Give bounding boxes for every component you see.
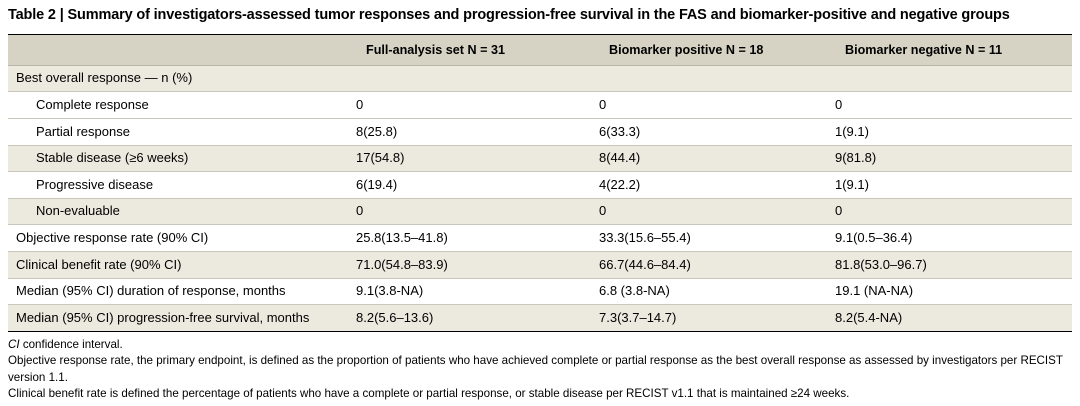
row-value-col1: 17(54.8) — [356, 145, 599, 172]
row-label: Median (95% CI) progression-free survival, months — [8, 305, 356, 332]
row-value-col3: 0 — [835, 198, 1072, 225]
table-row — [8, 252, 1072, 279]
header-col1-n: N = 31 — [467, 42, 505, 57]
header-cell-biomarker-negative — [835, 34, 1072, 65]
row-value-col3: 1(9.1) — [835, 119, 1072, 146]
row-value-col1: 0 — [356, 198, 599, 225]
row-value-col1: 71.0(54.8–83.9) — [356, 252, 599, 279]
row-label: Progressive disease — [8, 172, 356, 199]
row-value-col2: 0 — [599, 92, 835, 119]
row-label: Partial response — [8, 119, 356, 146]
header-col2-n: N = 18 — [725, 42, 764, 57]
row-value-col2: 0 — [599, 198, 835, 225]
row-value-col2: 7.3(3.7–14.7) — [599, 305, 835, 332]
row-label: Clinical benefit rate (90% CI) — [8, 252, 356, 279]
header-col3-name: Biomarker negative — [845, 42, 962, 57]
table-row — [8, 305, 1072, 332]
row-value-col1: 9.1(3.8-NA) — [356, 278, 599, 305]
footnote-abbrev-text: confidence interval. — [19, 337, 123, 351]
header-col2-name: Biomarker positive — [609, 42, 723, 57]
row-value-col3: 8.2(5.4-NA) — [835, 305, 1072, 332]
row-label: Stable disease (≥6 weeks) — [8, 145, 356, 172]
header-col3-n: N = 11 — [965, 42, 1003, 57]
row-value-col2: 33.3(15.6–55.4) — [599, 225, 835, 252]
table-header-row — [8, 34, 1072, 65]
table-section-row — [8, 65, 1072, 92]
table-caption: Table 2 | Summary of investigators-assessed tumor responses and progression-free survival in the FAS and biomarker-positive and negative groups — [8, 7, 1010, 23]
row-value-col3: 81.8(53.0–96.7) — [835, 252, 1072, 279]
row-value-col2: 6(33.3) — [599, 119, 835, 146]
row-value-col3: 19.1 (NA-NA) — [835, 278, 1072, 305]
table-row — [8, 225, 1072, 252]
section-header-best-overall-response: Best overall response — n (%) — [8, 65, 1072, 92]
header-cell-rowlabel — [8, 34, 356, 65]
header-cell-biomarker-positive — [599, 34, 835, 65]
footnote-abbrev-term: CI — [8, 337, 20, 351]
row-value-col1: 0 — [356, 92, 599, 119]
row-value-col1: 6(19.4) — [356, 172, 599, 199]
row-value-col2: 6.8 (3.8-NA) — [599, 278, 835, 305]
row-value-col3: 9.1(0.5–36.4) — [835, 225, 1072, 252]
table-row — [8, 92, 1072, 119]
footnote-cbr: Clinical benefit rate is defined the percentage of patients who have a complete or partial response, or stable disease per RECIST v1.1 that is maintained ≥24 weeks. — [8, 387, 850, 401]
row-label: Median (95% CI) duration of response, months — [8, 278, 356, 305]
header-cell-full-analysis-set — [356, 34, 599, 65]
row-label: Objective response rate (90% CI) — [8, 225, 356, 252]
table-body — [8, 65, 1072, 331]
table-row — [8, 172, 1072, 199]
row-value-col3: 9(81.8) — [835, 145, 1072, 172]
row-value-col2: 8(44.4) — [599, 145, 835, 172]
results-table — [8, 34, 1072, 332]
row-value-col2: 66.7(44.6–84.4) — [599, 252, 835, 279]
table-row — [8, 145, 1072, 172]
footnote-orr: Objective response rate, the primary endpoint, is defined as the proportion of patients who have achieved complete or partial response as the best overall response as assessed by investigators per RECIST version 1.1. — [8, 354, 1063, 384]
row-value-col1: 25.8(13.5–41.8) — [356, 225, 599, 252]
table-row — [8, 119, 1072, 146]
table-header — [8, 34, 1072, 65]
header-col1-name: Full-analysis set — [366, 42, 464, 57]
table-footnotes — [8, 337, 1072, 403]
row-value-col1: 8(25.8) — [356, 119, 599, 146]
row-label: Non-evaluable — [8, 198, 356, 225]
footnote-abbreviation — [8, 337, 1072, 353]
table-row — [8, 278, 1072, 305]
row-value-col2: 4(22.2) — [599, 172, 835, 199]
table-row — [8, 198, 1072, 225]
row-value-col3: 1(9.1) — [835, 172, 1072, 199]
row-value-col1: 8.2(5.6–13.6) — [356, 305, 599, 332]
row-value-col3: 0 — [835, 92, 1072, 119]
row-label: Complete response — [8, 92, 356, 119]
